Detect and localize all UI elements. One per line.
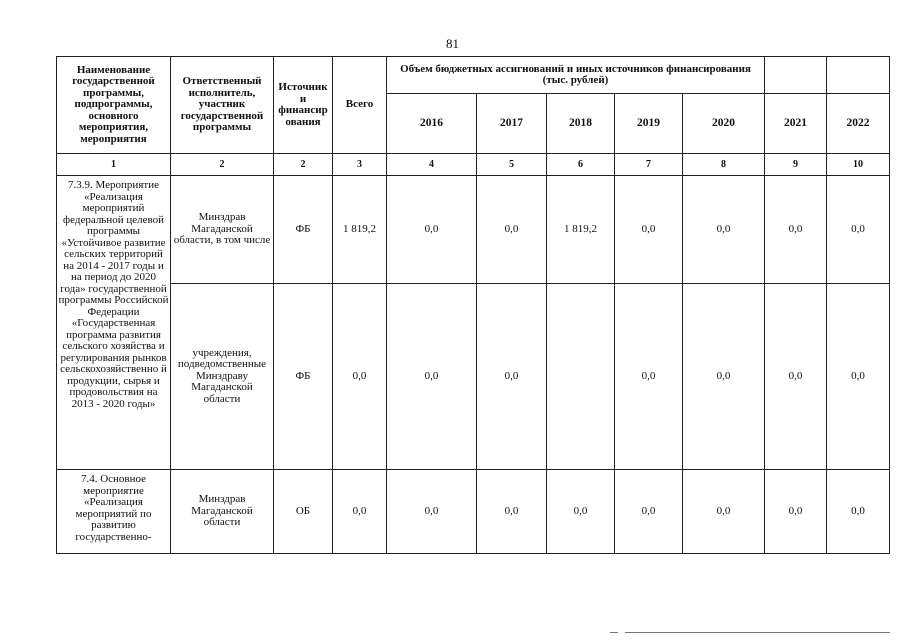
- row-value-2019: 0,0: [615, 284, 683, 470]
- row-value-2022: 0,0: [827, 470, 890, 554]
- column-number: 5: [477, 154, 547, 176]
- row-value-2021: 0,0: [765, 176, 827, 284]
- header-year: 2016: [387, 94, 477, 154]
- row-source: ФБ: [274, 176, 333, 284]
- row-executor: Минздрав Магаданской области: [171, 470, 274, 554]
- row-total: 1 819,2: [333, 176, 387, 284]
- header-blank-2022: [827, 57, 890, 94]
- row-executor: Минздрав Магаданской области, в том числе: [171, 176, 274, 284]
- header-year: 2018: [547, 94, 615, 154]
- header-volume: Объем бюджетных ассигнований и иных источников финансирования (тыс. рублей): [387, 57, 765, 94]
- row-value-2017: 0,0: [477, 176, 547, 284]
- row-source: ФБ: [274, 284, 333, 470]
- header-executor: Ответственный исполнитель, участник государственной программы: [171, 57, 274, 154]
- footer-rule-short: [610, 632, 618, 633]
- row-name: 7.4. Основное мероприятие «Реализация мероприятий по развитию государственно-: [57, 470, 171, 554]
- row-value-2021: 0,0: [765, 470, 827, 554]
- row-value-2022: 0,0: [827, 284, 890, 470]
- row-value-2018: [547, 284, 615, 470]
- column-number: 1: [57, 154, 171, 176]
- table-row: [57, 284, 890, 470]
- row-value-2018: 0,0: [547, 470, 615, 554]
- column-number: 2: [171, 154, 274, 176]
- row-value-2016: 0,0: [387, 176, 477, 284]
- column-number: 8: [683, 154, 765, 176]
- row-value-2017: 0,0: [477, 284, 547, 470]
- header-year: 2022: [827, 94, 890, 154]
- header-source: Источник и финансир ования: [274, 57, 333, 154]
- row-value-2021: 0,0: [765, 284, 827, 470]
- header-year: 2019: [615, 94, 683, 154]
- row-value-2017: 0,0: [477, 470, 547, 554]
- footer-rule: [625, 632, 890, 633]
- table-row: [57, 470, 890, 554]
- row-value-2022: 0,0: [827, 176, 890, 284]
- header-total: Всего: [333, 57, 387, 154]
- row-value-2018: 1 819,2: [547, 176, 615, 284]
- page-number: 81: [446, 36, 459, 51]
- column-number: 6: [547, 154, 615, 176]
- row-value-2016: 0,0: [387, 284, 477, 470]
- column-number-row: [57, 154, 890, 176]
- row-value-2016: 0,0: [387, 470, 477, 554]
- row-value-2020: 0,0: [683, 284, 765, 470]
- header-blank-2021: [765, 57, 827, 94]
- header-year: 2020: [683, 94, 765, 154]
- column-number: 7: [615, 154, 683, 176]
- row-name: 7.3.9. Мероприятие «Реализация мероприятий федеральной целевой программы «Устойчивое развитие сельских территорий на 2014 - 2017 годы и на период до 2020 года» государственной программы Российской Федерации «Государственная программа развития сельского хозяйства и регулирования рынков сельскохозяйственно й продукции, сырья и продовольствия на 2013 - 2020 годы»: [57, 176, 171, 470]
- table-row: [57, 176, 890, 284]
- financing-table: [56, 56, 890, 554]
- column-number: 10: [827, 154, 890, 176]
- column-number: 2: [274, 154, 333, 176]
- row-total: 0,0: [333, 470, 387, 554]
- row-value-2019: 0,0: [615, 176, 683, 284]
- header-year: 2017: [477, 94, 547, 154]
- column-number: 9: [765, 154, 827, 176]
- row-source: ОБ: [274, 470, 333, 554]
- header-row-1: [57, 57, 890, 94]
- row-value-2020: 0,0: [683, 176, 765, 284]
- header-year: 2021: [765, 94, 827, 154]
- column-number: 4: [387, 154, 477, 176]
- header-name: Наименование государственной программы, подпрограммы, основного мероприятия, мероприятия: [57, 57, 171, 154]
- row-executor: учреждения, подведомственные Минздраву Магаданской области: [171, 284, 274, 470]
- column-number: 3: [333, 154, 387, 176]
- row-total: 0,0: [333, 284, 387, 470]
- row-value-2020: 0,0: [683, 470, 765, 554]
- row-value-2019: 0,0: [615, 470, 683, 554]
